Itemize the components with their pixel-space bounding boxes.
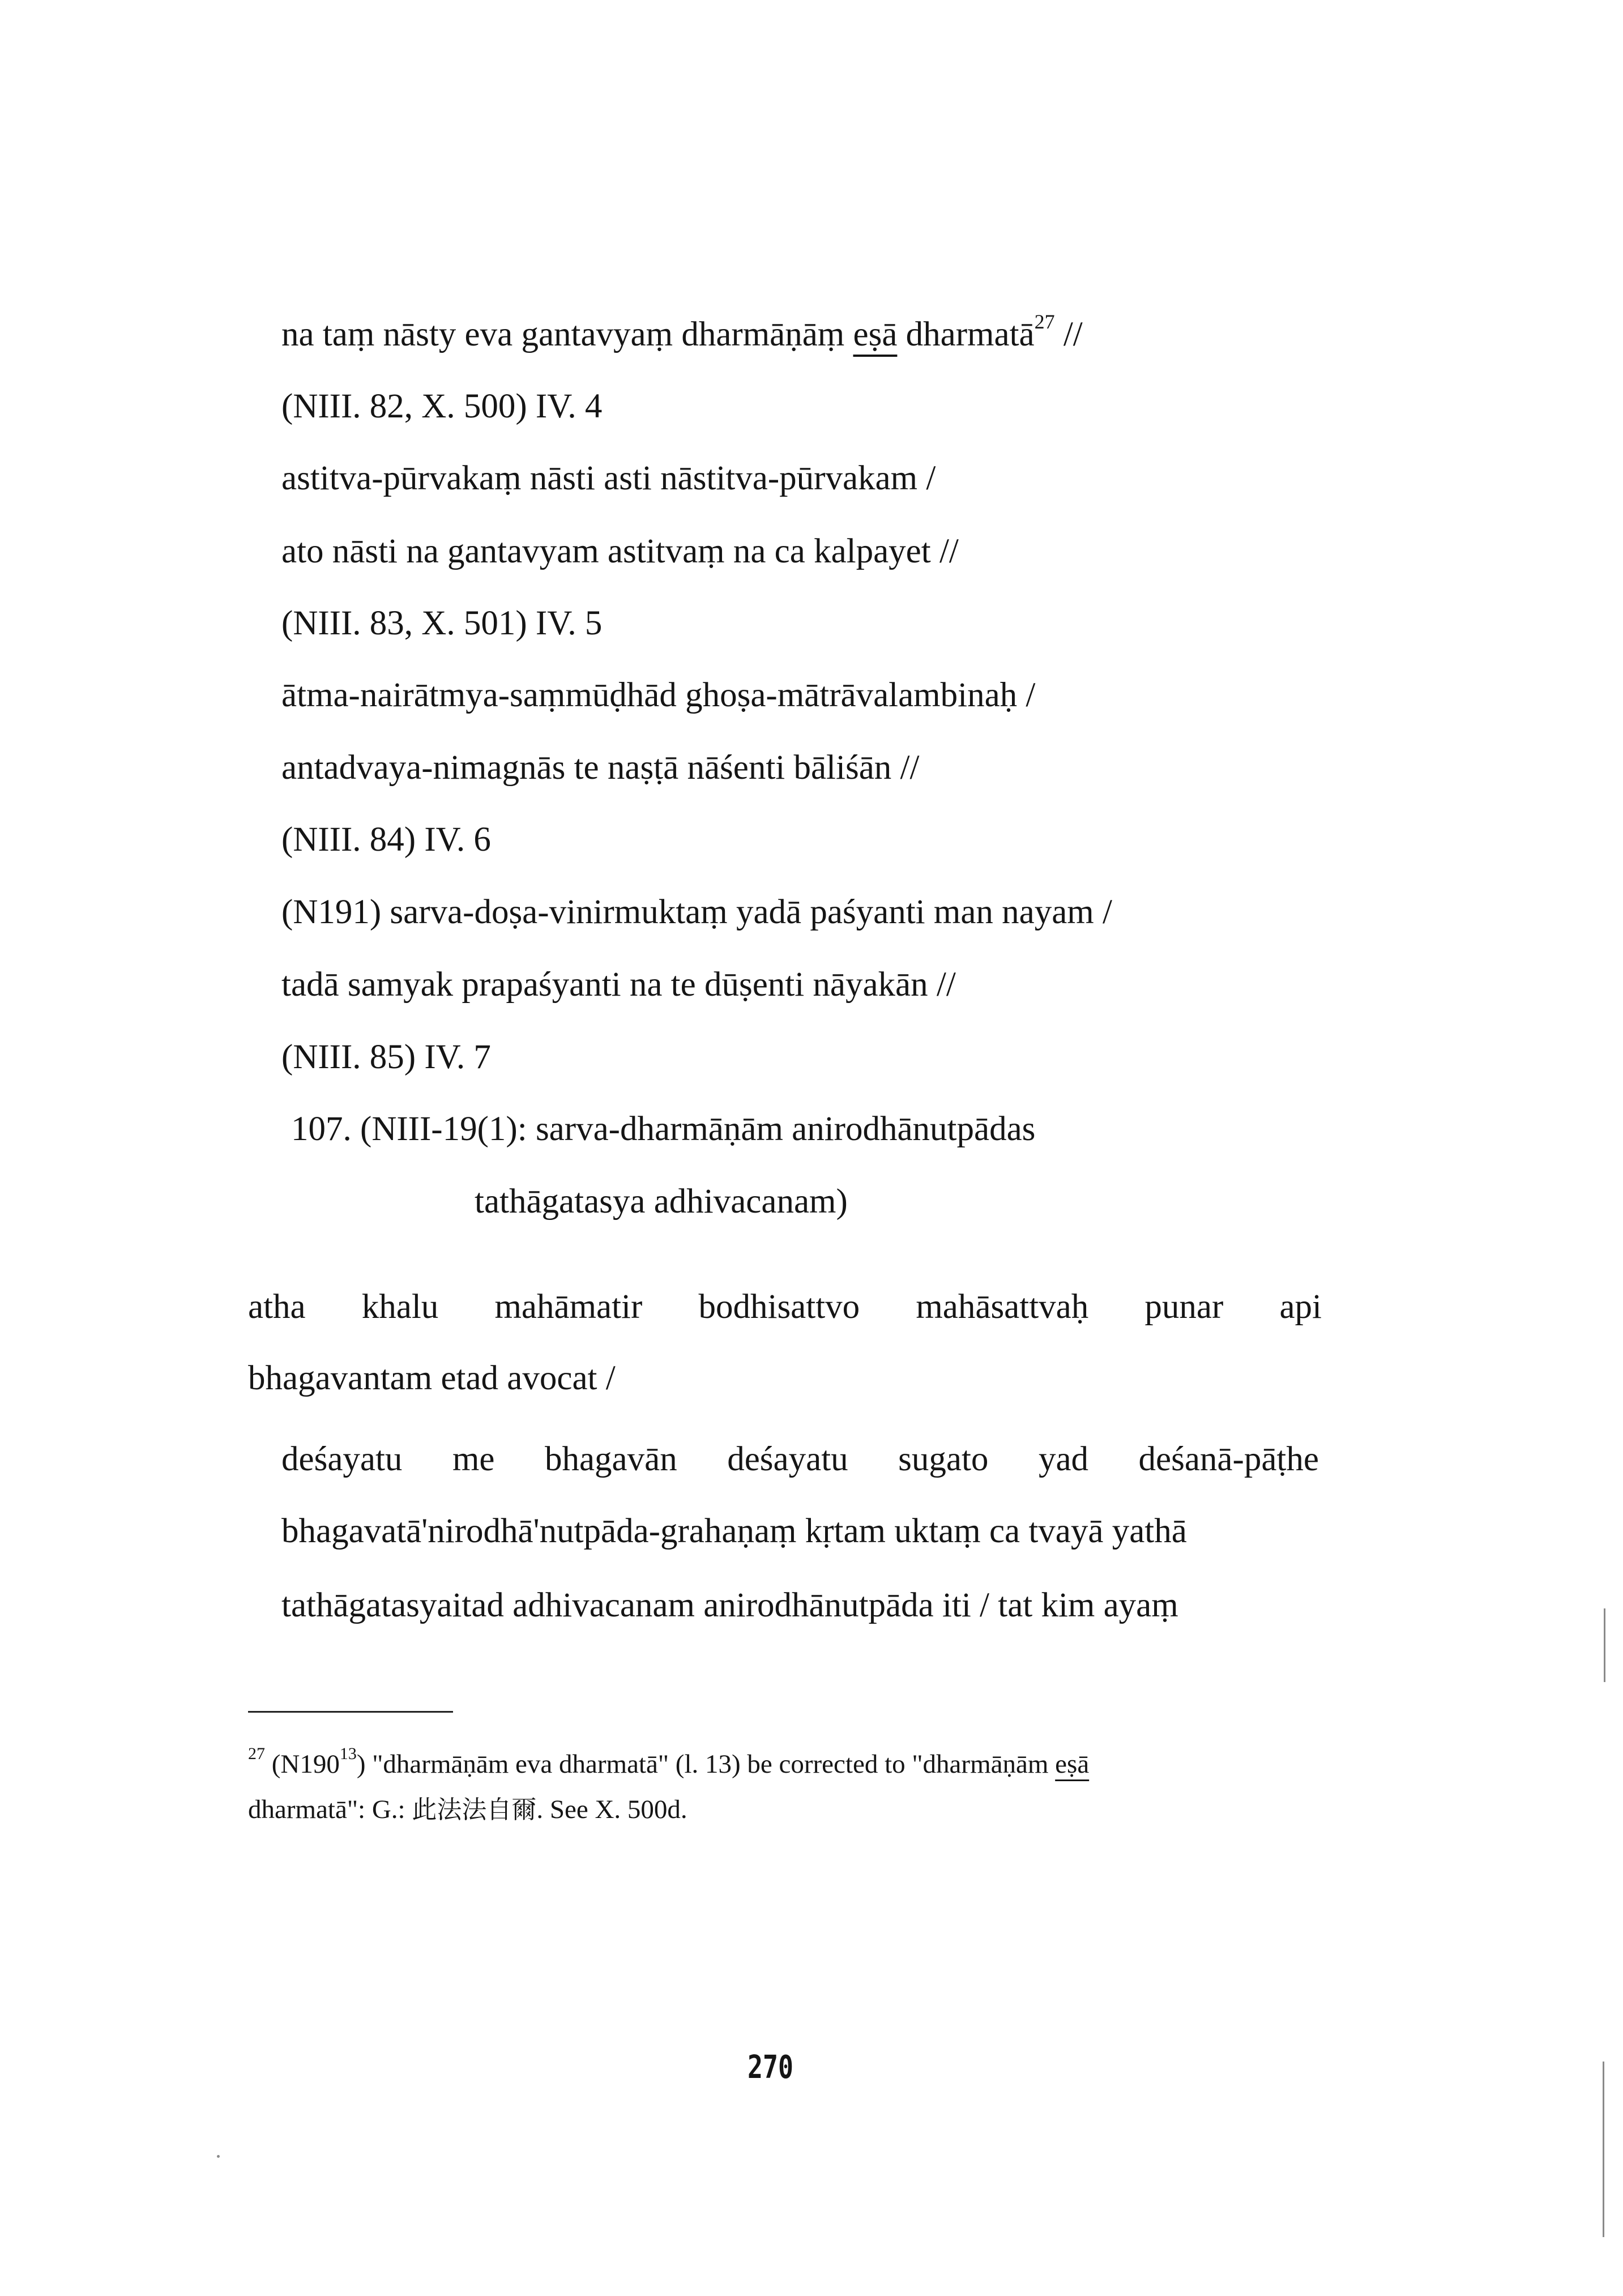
verse-reference: (NIII. 83, X. 501) IV. 5: [281, 604, 603, 642]
verse-line: ātma-nairātmya-saṃmūḍhād ghoṣa-mātrāvalambinaḥ /: [281, 676, 1036, 714]
prose-line: bhagavatā'nirodhā'nutpāda-grahaṇaṃ kṛtam uktaṃ ca tvayā yathā: [281, 1512, 1187, 1550]
prose-line: tathāgatasyaitad adhivacanam anirodhānutpāda iti / tat kim ayaṃ: [281, 1586, 1178, 1624]
scan-dust: [217, 2155, 220, 2158]
verse-line: ato nāsti na gantavyam astitvaṃ na ca kalpayet //: [281, 532, 959, 570]
scan-edge-mark: [1603, 2062, 1604, 2237]
footnote-line-2: dharmatā": G.: 此法法自爾. See X. 500d.: [248, 1795, 687, 1824]
footnote-divider: [248, 1711, 453, 1713]
verse-line-1: na taṃ nāsty eva gantavyaṃ dharmāṇāṃ eṣā dharmatā$^{27}$ //: [281, 310, 1083, 353]
verse-line: (N191) sarva-doṣa-vinirmuktaṃ yadā paśyanti man nayam /: [281, 893, 1112, 931]
prose-line: bhagavantam etad avocat /: [248, 1359, 616, 1397]
verse-line: astitva-pūrvakaṃ nāsti asti nāstitva-pūrvakam /: [281, 459, 936, 497]
verse-reference: (NIII. 84) IV. 6: [281, 821, 491, 859]
underlined-term: eṣā: [853, 315, 898, 353]
section-heading: 107. (NIII-19(1): sarva-dharmāṇām anirodhānutpādas: [291, 1110, 1036, 1148]
verse-line: antadvaya-nimagnās te naṣṭā nāśenti bāliśān //: [281, 749, 920, 787]
cjk-text: 此法法自爾: [412, 1795, 537, 1824]
section-heading-continued: tathāgatasya adhivacanam): [475, 1183, 848, 1220]
scan-edge-mark: [1604, 1608, 1605, 1682]
verse-line: tadā samyak prapaśyanti na te dūṣenti nāyakān //: [281, 966, 956, 1004]
footnote-marker: 27: [1034, 310, 1055, 333]
footnote-line-1: $^{27}$ $(N190^{13})$ "dharmāṇām eva dharmatā" (l. 13) be corrected to "dharmāṇām eṣā: [248, 1744, 1090, 1779]
footnote-number: 27: [248, 1744, 265, 1763]
verse-reference: (NIII. 85) IV. 7: [281, 1038, 491, 1076]
prose-line-justified: atha khalu mahāmatir bodhisattvo mahāsattvaḥ punar api: [248, 1288, 1322, 1326]
verse-reference: (NIII. 82, X. 500) IV. 4: [281, 387, 603, 425]
page-number: 270: [748, 2049, 793, 2086]
prose-line-justified: deśayatu me bhagavān deśayatu sugato yad deśanā-pāṭhe: [281, 1440, 1319, 1478]
underlined-term: eṣā: [1055, 1749, 1090, 1779]
